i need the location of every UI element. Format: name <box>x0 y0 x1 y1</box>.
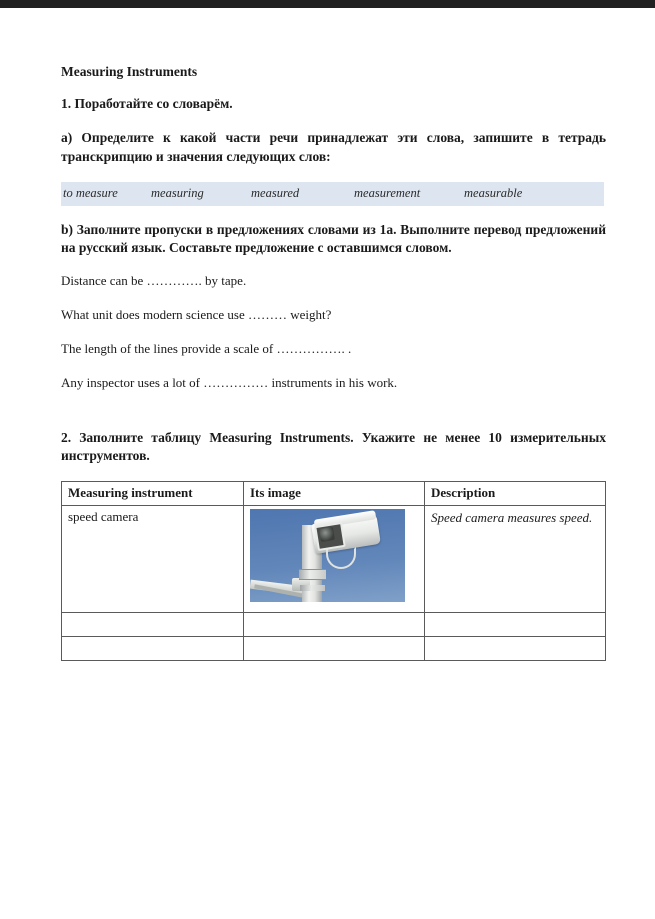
speed-camera-photo <box>250 509 405 602</box>
vocab-word-2: measuring <box>151 185 204 200</box>
pole-collar-lower <box>300 585 325 591</box>
exercise-sentence-4: Any inspector uses a lot of …………… instruments in his work. <box>61 374 398 390</box>
vocab-word-3: measured <box>251 185 300 200</box>
vocab-word-1: to measure <box>63 185 118 200</box>
task-1a-instruction: a) Определите к какой части речи принадлежат эти слова, запишите в тетрадь транскрипцию и значения следующих слов: <box>61 130 606 164</box>
measuring-instruments-table <box>61 481 606 661</box>
top-black-bar <box>0 0 655 8</box>
cell-instrument-image <box>244 637 425 661</box>
exercise-sentence-3: The length of the lines provide a scale of ……………. . <box>61 341 352 357</box>
document-page <box>0 8 655 919</box>
document-body <box>61 64 606 661</box>
table-row <box>62 637 606 661</box>
cell-instrument-image <box>244 506 425 613</box>
column-header-instrument: Measuring instrument <box>62 482 244 506</box>
task-2-heading: 2. Заполните таблицу Measuring Instruments. Укажите не менее 10 измерительных инструментов. <box>61 429 606 464</box>
vocab-word-4: measurement <box>354 185 421 200</box>
cell-instrument-description <box>425 637 606 661</box>
vocabulary-word-bar <box>61 182 604 206</box>
exercise-sentence-1: Distance can be …………. by tape. <box>61 273 247 289</box>
camera-lens-glass <box>319 527 335 542</box>
cell-instrument-name <box>62 637 244 661</box>
cell-instrument-image <box>244 613 425 637</box>
cell-instrument-description <box>425 613 606 637</box>
table-header-row <box>62 482 606 506</box>
cell-instrument-name: speed camera <box>62 506 244 613</box>
exercise-sentence-2: What unit does modern science use ……… weight? <box>61 307 332 323</box>
table-row <box>62 613 606 637</box>
column-header-image: Its image <box>244 482 425 506</box>
column-header-description: Description <box>425 482 606 506</box>
table-row <box>62 506 606 613</box>
cell-instrument-description: Speed camera measures speed. <box>425 506 606 613</box>
cell-instrument-name <box>62 613 244 637</box>
pole-collar-upper <box>299 569 326 580</box>
task-1b-instruction: b) Заполните пропуски в предложениях словами из 1a. Выполните перевод предложений на русский язык. Составьте предложение с оставшимся словом. <box>61 221 606 256</box>
task-1-heading: 1. Поработайте со словарём. <box>61 96 233 112</box>
page-title: Measuring Instruments <box>61 64 198 79</box>
vocab-word-5: measurable <box>464 185 523 200</box>
